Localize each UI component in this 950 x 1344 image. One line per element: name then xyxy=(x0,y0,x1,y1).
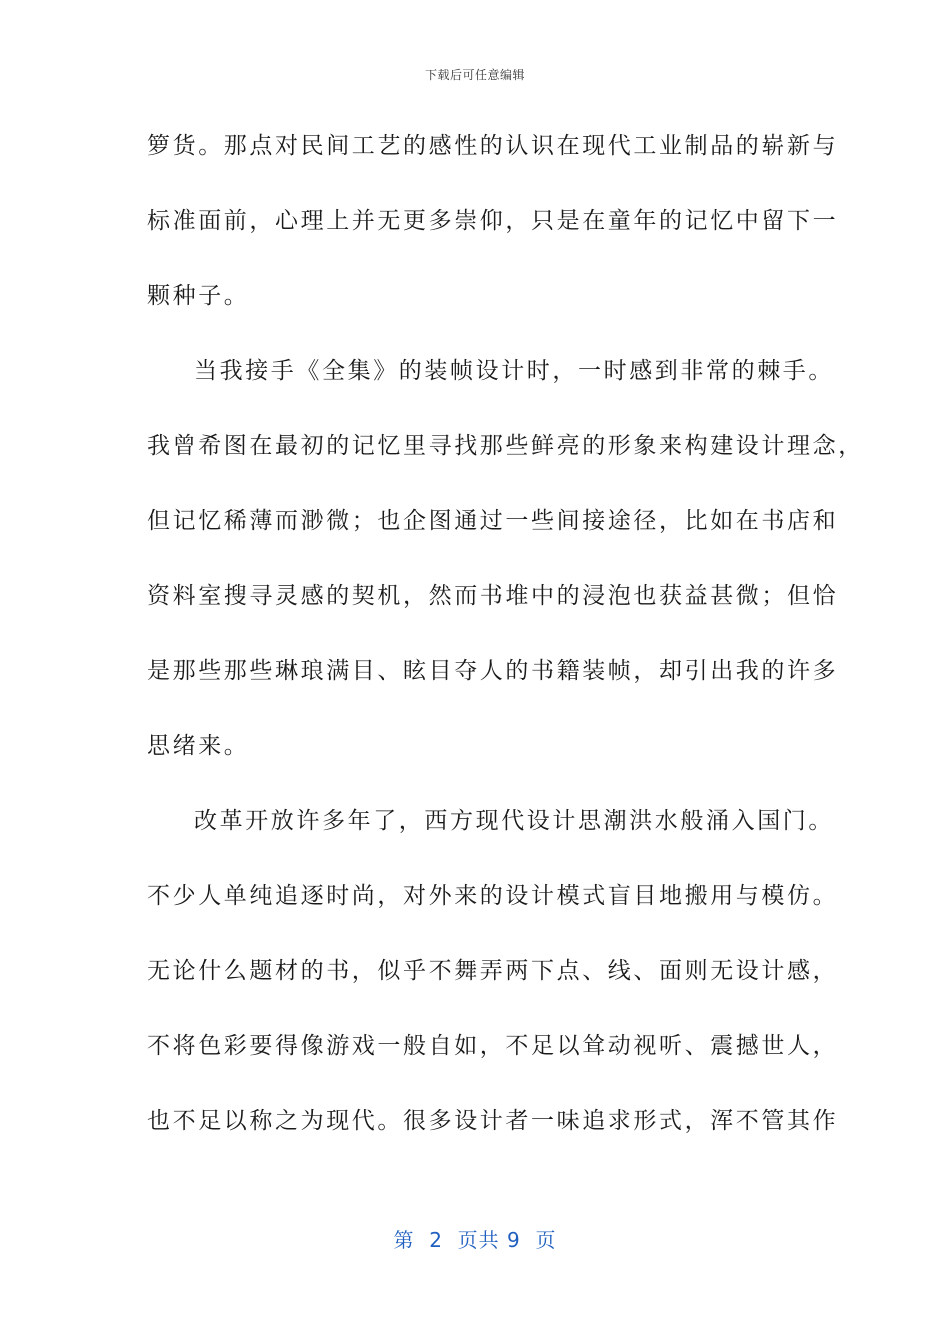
text-line: 箩货。那点对民间工艺的感性的认识在现代工业制品的崭新与 xyxy=(147,133,839,159)
text-line: 标准面前，心理上并无更多崇仰，只是在童年的记忆中留下一 xyxy=(147,208,839,234)
document-body xyxy=(147,119,864,1169)
text-line: 不少人单纯追逐时尚，对外来的设计模式盲目地搬用与模仿。 xyxy=(147,883,839,909)
text-line: 也不足以称之为现代。很多设计者一味追求形式，浑不管其作 xyxy=(147,1108,839,1134)
text-line: 但记忆稀薄而渺微；也企图通过一些间接途径，比如在书店和 xyxy=(147,508,839,534)
text-line: 是那些那些琳琅满目、眩目夺人的书籍装帧，却引出我的许多 xyxy=(147,658,839,684)
page-number: 第 2 页共 9 页 xyxy=(393,1228,557,1252)
text-line: 颗种子。 xyxy=(147,283,250,309)
text-line: 资料室搜寻灵感的契机，然而书堆中的浸泡也获益甚微；但恰 xyxy=(147,583,839,609)
text-line: 不将色彩要得像游戏一般自如，不足以耸动视听、震撼世人， xyxy=(147,1033,839,1059)
paragraph-start-line: 当我接手《全集》的装帧设计时，一时感到非常的棘手。 xyxy=(194,358,834,384)
paragraph-start-line: 改革开放许多年了，西方现代设计思潮洪水般涌入国门。 xyxy=(194,808,834,834)
text-line: 思绪来。 xyxy=(147,733,250,759)
page-header: 下载后可任意编辑 xyxy=(424,68,525,82)
text-line: 我曾希图在最初的记忆里寻找那些鲜亮的形象来构建设计理念， xyxy=(147,433,864,459)
text-line: 无论什么题材的书，似乎不舞弄两下点、线、面则无设计感， xyxy=(147,958,839,984)
